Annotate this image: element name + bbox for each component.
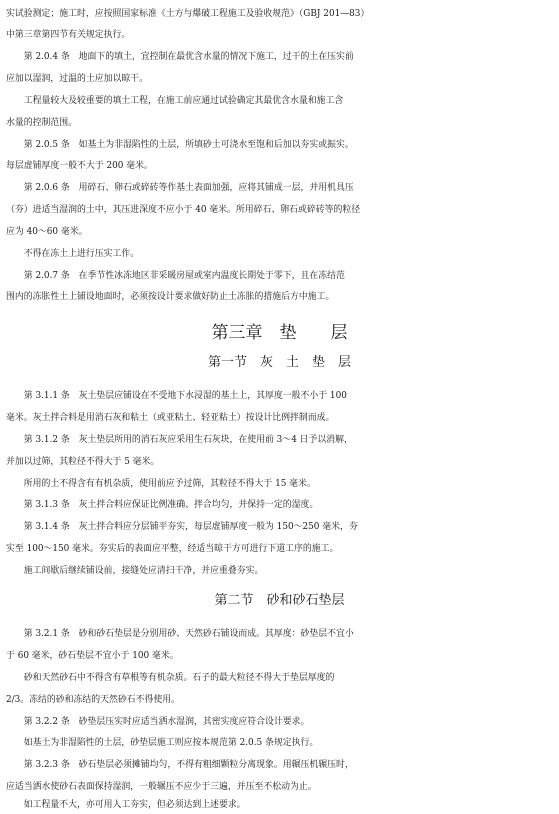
text-line: 所用的土不得含有有机杂质，使用前应予过筛，其粒径不得大于 15 毫米。 <box>6 479 316 489</box>
text-line: 实至 100～150 毫米。夯实后的表面应平整，经适当晾干方可进行下道工序的施工。 <box>6 544 339 554</box>
text-line: 围内的冻胀性土上铺设地面时，必须按设计要求做好防止土冻胀的措施后方中施工。 <box>6 292 335 302</box>
text-line: 并加以过筛，其粒径不得大于 5 毫米。 <box>6 457 160 467</box>
text-line: 第 3.1.3 条 灰土拌合料应保证比例准确、拌合均匀，并保持一定的湿度。 <box>6 500 319 510</box>
text-line: 砂和天然砂石中不得含有草根等有机杂质。石子的最大粒径不得大于垫层厚度的 <box>6 673 335 683</box>
text-line: 中第三章第四节有关规定执行。 <box>6 30 131 40</box>
section-title: 第二节 砂和砂石垫层 <box>214 593 345 608</box>
text-line: 于 60 毫米，砂石垫层不宜小于 100 毫米。 <box>6 651 179 661</box>
text-line: 毫米。灰土拌合料是用消石灰和粘土（或亚粘土、轻亚粘土）按设计比例拌制而成。 <box>6 413 335 423</box>
text-line: 第 3.2.3 条 砂石垫层必须摊铺均匀，不得有粗细颗粒分离现象。用辗压机辗压时， <box>6 760 354 770</box>
text-line: （夯）进适当湿润的土中，其压进深度不应小于 40 毫米。所用碎石、卵石或碎砖等的粒径 <box>6 205 361 215</box>
text-line: 2/3。冻结的砂和冻结的天然砂石不得使用。 <box>6 695 181 705</box>
text-line: 第 3.1.4 条 灰土拌合料应分层铺平夯实，每层虚铺厚度一般为 150～250 毫米，夯 <box>6 522 358 532</box>
text-line: 每层虚铺厚度一般不大于 200 毫米。 <box>6 161 153 171</box>
text-line: 如工程量不大，亦可用人工夯实，但必须达到上述要求。 <box>6 800 246 810</box>
section-title: 第一节 灰 土 垫 层 <box>207 355 351 370</box>
text-line: 应为 40～60 毫米。 <box>6 227 88 237</box>
text-line: 第 2.0.6 条 用碎石、卵石或碎砖等作基土表面加强，应将其铺成一层，并用机具压 <box>6 183 354 193</box>
text-line: 实试验测定；施工时，应按照国家标准《土方与爆破工程施工及验收规范》（GBJ 201—83） <box>6 9 370 19</box>
text-line: 第 3.2.1 条 砂和砂石垫层是分别用砂、天然砂石铺设而成。其厚度：砂垫层不宜小 <box>6 629 354 639</box>
text-line: 第 3.2.2 条 砂垫层压实时应适当洒水湿润，其密实度应符合设计要求。 <box>6 717 310 727</box>
text-line: 如基土为非湿陷性的土层，砂垫层施工则应按本规范第 2.0.5 条规定执行。 <box>6 738 319 748</box>
text-line: 第 3.1.2 条 灰土垫层所用的消石灰应采用生石灰块，在使用前 3～4 日予以消解， <box>6 435 353 445</box>
text-line: 第 3.1.1 条 灰土垫层应铺设在不受地下水浸湿的基土上，其厚度一般不小于 100 <box>6 391 347 401</box>
text-line: 工程量较大及较重要的填土工程，在施工前应通过试验确定其最优含水量和施工含 <box>6 96 344 106</box>
text-line: 第 2.0.4 条 地面下的填土，宜控制在最优含水量的情况下施工，过干的土在压实前 <box>6 52 354 62</box>
text-line: 应适当洒水使砂石表面保持湿润，一般辗压不应少于三遍，并压至不松动为止。 <box>6 782 317 792</box>
chapter-title: 第三章 垫 层 <box>211 323 348 343</box>
text-line: 施工间歇后继续铺设前，接缝处应清扫干净，并应重叠夯实。 <box>6 566 264 576</box>
text-line: 应加以湿润，过温的土应加以晾干。 <box>6 74 148 84</box>
text-line: 第 2.0.5 条 如基土为非湿陷性的土层，所填砂土可浇水至饱和后加以夯实或振实。 <box>6 140 354 150</box>
text-line: 水量的控制范围。 <box>6 118 77 128</box>
text-line: 不得在冻土上进行压实工作。 <box>6 249 140 259</box>
text-line: 第 2.0.7 条 在季节性冰冻地区非采暖房屋或室内温度长期处于零下，且在冻结范 <box>6 271 345 281</box>
